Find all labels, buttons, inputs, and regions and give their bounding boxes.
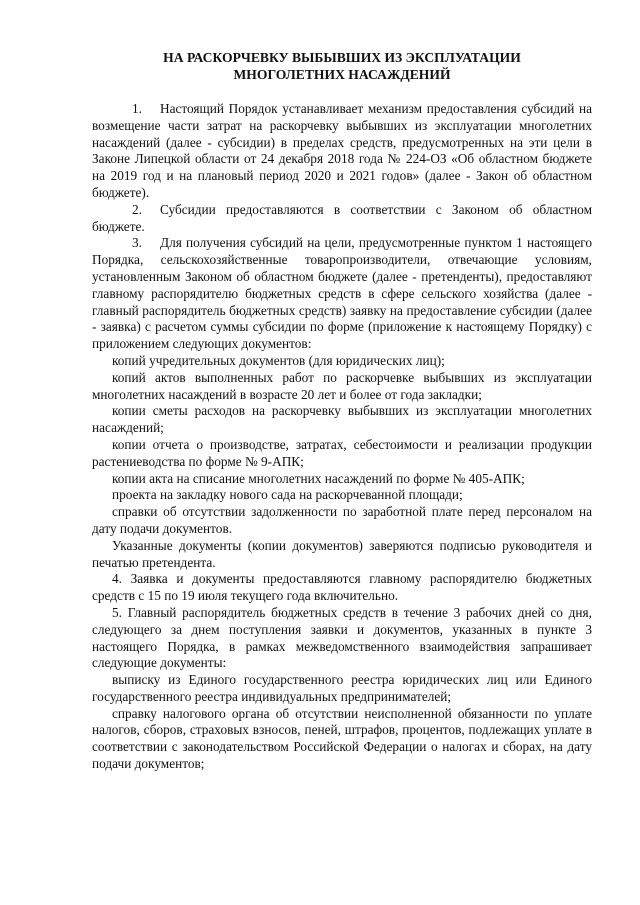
paragraph-text: Субсидии предоставляются в соответствии с Законом об областном бюджете. [92, 201, 592, 234]
document-list-item: копии отчета о производстве, затратах, себестоимости и реализации продукции растениеводства по форме № 9-АПК; [92, 436, 592, 469]
paragraph-number: 2. [132, 201, 142, 217]
document-list-item: проекта на закладку нового сада на раскорчеванной площади; [112, 487, 463, 503]
paragraph-2 [92, 202, 592, 236]
paragraph-5: 5. Главный распорядитель бюджетных средств в течение 3 рабочих дней со дня, следующего за днем поступления заявки и документов, указанных в пункте 3 настоящего Порядка, в рамках межведомственного взаимодействия запрашивает следующие документы: [92, 604, 592, 671]
paragraph-4: 4. Заявка и документы предоставляются главному распорядителю бюджетных средств с 15 по 19 июля текущего года включительно. [92, 571, 592, 604]
document-list-item: копии сметы расходов на раскорчевку выбывших из эксплуатации многолетних насаждений; [92, 403, 592, 436]
title-line-2: МНОГОЛЕТНИХ НАСАЖДЕНИЙ [233, 66, 451, 82]
document-list-item: копий учредительных документов (для юридических лиц); [112, 352, 445, 368]
document-list-item: копии акта на списание многолетних насаждений по форме № 405-АПК; [112, 470, 525, 486]
document-list-item: копий актов выполненных работ по раскорчевке выбывших из эксплуатации многолетних насаждений в возрасте 20 лет и более от года закладки; [92, 369, 592, 402]
document-page [92, 50, 592, 773]
paragraph-1 [92, 101, 592, 202]
title-line-1: НА РАСКОРЧЕВКУ ВЫБЫВШИХ ИЗ ЭКСПЛУАТАЦИИ [163, 50, 521, 65]
document-list-item: справки об отсутствии задолженности по заработной плате перед персоналом на дату подачи документов. [92, 504, 592, 536]
request-list-item: выписку из Единого государственного реестра юридических лиц или Единого государственного реестра индивидуальных предпринимателей; [92, 672, 592, 704]
paragraph-text: Для получения субсидий на цели, предусмотренные пунктом 1 настоящего Порядка, сельскохозяйственные товаропроизводители, отвечающие условиям, установленным Законом об областном бюджете (далее - претенденты), предоставляют главному распорядителю бюджетных средств в сфере сельского хозяйства (далее - главный распорядитель бюджетных средств) заявку на предоставление субсидии (далее - заявка) с расчетом суммы субсидии по форме (приложение к настоящему Порядку) с приложением следующих документов: [92, 235, 592, 352]
request-list-item: справку налогового органа об отсутствии неисполненной обязанности по уплате налогов, сборов, страховых взносов, пеней, штрафов, процентов, подлежащих уплате в соответствии с законодательством Российской Федерации о налогах и сборах, на дату подачи документов; [92, 705, 592, 772]
paragraph-text: Настоящий Порядок устанавливает механизм предоставления субсидий на возмещение части затрат на раскорчевку выбывших из эксплуатации многолетних насаждений (далее - субсидии) в пределах средств, предусмотренных на эти цели в Законе Липецкой области от 24 декабря 2018 года № 224-ОЗ «Об областном бюджете на 2019 год и на плановый период 2020 и 2021 годов» (далее - Закон об областном бюджете). [92, 101, 592, 200]
paragraph-3 [92, 235, 592, 353]
paragraph-number: 3. [132, 235, 142, 251]
paragraph-number: 1. [132, 101, 142, 116]
document-title [92, 50, 592, 83]
certification-paragraph: Указанные документы (копии документов) заверяются подписью руководителя и печатью претендента. [92, 537, 592, 570]
